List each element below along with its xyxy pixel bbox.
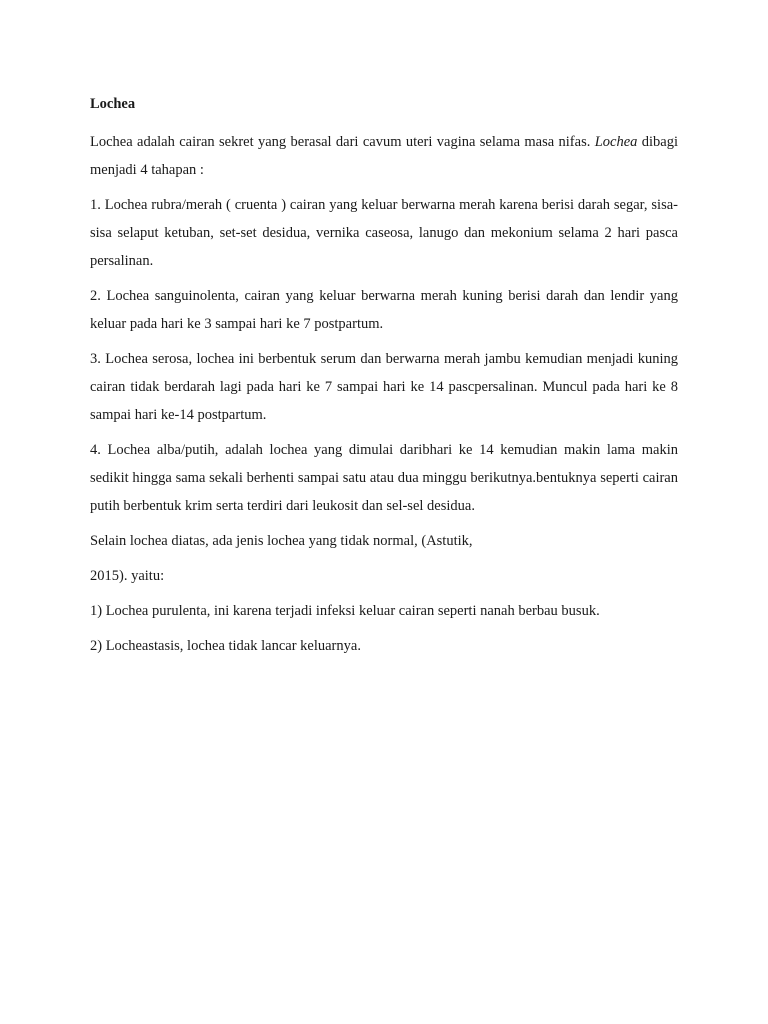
stage-paragraph-3: 3. Lochea serosa, lochea ini berbentuk serum dan berwarna merah jambu kemudian menjadi kuning cairan tidak berdarah lagi pada hari ke 7 sampai hari ke 14 pascpersalinan. Muncul pada hari ke 8 sampai hari ke-14 postpartum. bbox=[90, 351, 678, 423]
document-page bbox=[90, 90, 678, 667]
abnormal-intro-line-1: Selain lochea diatas, ada jenis lochea yang tidak normal, (Astutik, bbox=[90, 533, 473, 549]
stage-paragraph-4: 4. Lochea alba/putih, adalah lochea yang dimulai daribhari ke 14 kemudian makin lama makin sedikit hingga sama sekali berhenti sampai satu atau dua minggu berikutnya.bentuknya seperti cairan putih berbentuk krim serta terdiri dari leukosit dan sel-sel desidua. bbox=[90, 442, 678, 514]
intro-text-after: dibagi menjadi 4 tahapan : bbox=[90, 134, 678, 178]
document-title: Lochea bbox=[90, 96, 136, 112]
stage-paragraph-2: 2. Lochea sanguinolenta, cairan yang keluar berwarna merah kuning berisi darah dan lendir yang keluar pada hari ke 3 sampai hari ke 7 postpartum. bbox=[90, 288, 678, 332]
abnormal-intro-line-2: 2015). yaitu: bbox=[90, 568, 165, 584]
stage-paragraph-1: 1. Lochea rubra/merah ( cruenta ) cairan yang keluar berwarna merah karena berisi darah segar, sisa-sisa selaput ketuban, set-set desidua, vernika caseosa, lanugo dan mekonium selama 2 hari pasca persalinan. bbox=[90, 197, 678, 269]
intro-paragraph bbox=[90, 128, 678, 184]
abnormal-item-1: 1) Lochea purulenta, ini karena terjadi infeksi keluar cairan seperti nanah berbau busuk. bbox=[90, 603, 600, 619]
intro-text-before: Lochea adalah cairan sekret yang berasal dari cavum uteri vagina selama masa nifas. bbox=[90, 134, 595, 150]
abnormal-item-2: 2) Locheastasis, lochea tidak lancar keluarnya. bbox=[90, 638, 361, 654]
intro-emphasis: Lochea bbox=[594, 134, 638, 150]
